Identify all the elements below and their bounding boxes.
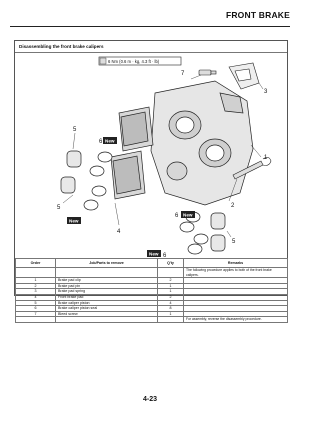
remarks-cell: The following procedure applies to both of the front brake calipers. <box>184 268 288 278</box>
order-cell: 7 <box>16 311 56 317</box>
callout-6-upper: 6 <box>99 139 103 145</box>
new-tag-upper <box>103 137 117 144</box>
new-tag-lower <box>147 250 161 257</box>
callout-7: 7 <box>181 71 185 77</box>
new-tag-text: New <box>183 212 193 218</box>
qty-cell: 4 <box>158 300 184 306</box>
new-tag-left <box>67 217 81 224</box>
new-tag-text: New <box>69 218 79 224</box>
torque-spec-label <box>99 57 181 65</box>
qty-cell: 1 <box>158 311 184 317</box>
callout-4: 4 <box>117 229 121 235</box>
new-tag-middle <box>181 211 195 218</box>
table-row <box>16 317 288 323</box>
callout-3: 3 <box>264 89 268 95</box>
callout-5-upper: 5 <box>73 127 77 133</box>
caliper-body <box>151 81 253 205</box>
callout-5-middle: 5 <box>57 205 61 211</box>
section-title: Disassembling the front brake calipers <box>19 44 104 49</box>
qty-cell <box>158 317 184 323</box>
callout-6-lower: 6 <box>163 253 167 257</box>
callout-1: 1 <box>264 155 268 161</box>
pistons-and-seals-lower <box>180 212 225 254</box>
job-cell <box>56 268 158 278</box>
order-cell: 3 <box>16 289 56 295</box>
order-cell: 1 <box>16 278 56 284</box>
qty-cell: 2 <box>158 278 184 284</box>
column-header-remarks: Remarks <box>184 259 288 268</box>
bleed-screw <box>199 70 216 75</box>
order-cell <box>16 317 56 323</box>
torque-spec-text: 6 Nm (0.6 m · kg, 4.3 ft · lb) <box>108 59 160 64</box>
order-cell: 5 <box>16 300 56 306</box>
caliper-exploded-diagram <box>15 53 287 257</box>
job-cell: Brake caliper piston <box>56 300 158 306</box>
job-cell: Brake pad clip <box>56 278 158 284</box>
qty-cell: 1 <box>158 289 184 295</box>
qty-cell: 8 <box>158 306 184 312</box>
job-cell: Front brake pad <box>56 294 158 300</box>
column-header-job: Job/Parts to remove <box>56 259 158 268</box>
job-cell: Brake caliper piston seal <box>56 306 158 312</box>
qty-cell <box>158 268 184 278</box>
qty-cell: 1 <box>158 283 184 289</box>
callout-2: 2 <box>231 203 235 209</box>
callout-5-lower: 5 <box>232 239 236 245</box>
content-frame <box>14 40 288 322</box>
column-header-qty: Q'ty <box>158 259 184 268</box>
new-tag-text: New <box>149 251 159 257</box>
new-tag-text: New <box>105 138 115 144</box>
table-row <box>16 268 288 278</box>
column-header-order: Order <box>16 259 56 268</box>
order-cell: 2 <box>16 283 56 289</box>
job-cell <box>56 317 158 323</box>
remarks-cell: For assembly, reverse the disassembly procedure. <box>184 317 288 323</box>
callout-6-middle: 6 <box>175 213 179 219</box>
parts-table <box>15 258 288 323</box>
job-cell: Brake pad spring <box>56 289 158 295</box>
order-cell <box>16 268 56 278</box>
page-title: FRONT BRAKE <box>225 10 290 20</box>
front-brake-pads <box>111 107 153 199</box>
order-cell: 4 <box>16 294 56 300</box>
job-cell: Bleed screw <box>56 311 158 317</box>
order-cell: 6 <box>16 306 56 312</box>
page-header <box>10 8 290 27</box>
brake-pad-spring <box>229 63 259 89</box>
pistons-and-seals-left <box>61 151 112 210</box>
page-number: 4-23 <box>142 396 157 403</box>
table-header-row <box>16 259 288 268</box>
job-cell: Brake pad pin <box>56 283 158 289</box>
qty-cell: 2 <box>158 294 184 300</box>
